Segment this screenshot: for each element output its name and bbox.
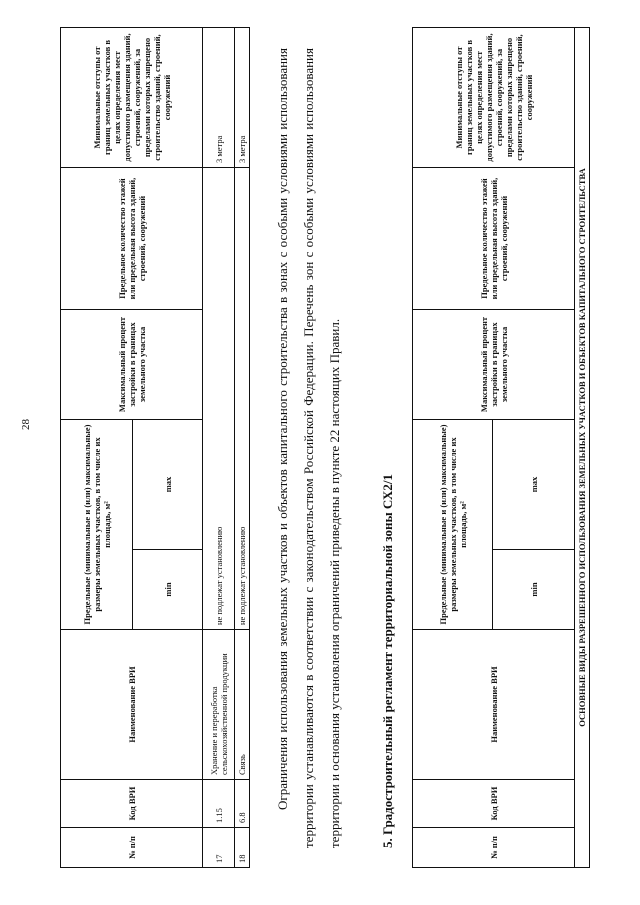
basic-uses-row: ОСНОВНЫЕ ВИДЫ РАЗРЕШЕННОГО ИСПОЛЬЗОВАНИЯ ЗЕМЕЛЬНЫХ УЧАСТКОВ И ОБЪЕКТОВ КАПИТАЛЬНОГО СТРОИТЕЛЬСТВА	[575, 28, 590, 868]
row-no: 17	[203, 828, 235, 868]
rotated-page-content	[60, 28, 600, 868]
row-sizes: не подлежат установлению	[235, 168, 250, 630]
header-code: Код ВРИ	[413, 780, 575, 828]
header-name: Наименование ВРИ	[61, 630, 203, 780]
header-setbacks: Минимальные отступы от границ земельных участков в целях определения мест допустимого размещения зданий, строений, сооружений, за пределами которых запрещено строительство зданий, строений, сооружений	[61, 28, 203, 168]
header-plot-sizes: Предельные (минимальные и (или) максимальные) размеры земельных участков, в том числе их площадь, м²	[61, 420, 133, 630]
header-coverage: Максимальный процент застройки в границах земельного участка	[61, 310, 203, 420]
table-row	[203, 28, 235, 868]
restrictions-paragraph	[270, 48, 348, 848]
regulation-table-continued	[60, 27, 250, 868]
row-code: 6.8	[235, 780, 250, 828]
header-setbacks: Минимальные отступы от границ земельных участков в целях определения мест допустимого размещения зданий, строений, сооружений, за пределами которых запрещено строительство зданий, строений, сооружений	[413, 28, 575, 168]
header-no: № п/п	[61, 828, 203, 868]
header-plot-sizes: Предельные (минимальные и (или) максимальные) размеры земельных участков, в том числе их площадь, м²	[413, 420, 493, 630]
header-code: Код ВРИ	[61, 780, 203, 828]
restrictions-paragraph-text: Ограничения использования земельных участков и объектов капитального строительства в зонах с особыми условиями использования территории устанавливаются в соответствии с законодательством Российской Федерации. Перечень зон с особыми условиями использования территории и основания установления ограничений приведены в пункте 22 настоящих Правил.	[275, 48, 342, 848]
header-floors: Предельное количество этажей или предельная высота зданий, строений, сооружений	[413, 168, 575, 310]
row-name: Связь	[235, 630, 250, 780]
row-code: 1.15	[203, 780, 235, 828]
row-no: 18	[235, 828, 250, 868]
header-min: min	[133, 550, 203, 630]
header-max: max	[133, 420, 203, 550]
section-heading: 5. Градостроительный регламент территориальной зоны СХ2/1	[380, 474, 395, 848]
table-row	[575, 28, 590, 868]
table-row	[235, 28, 250, 868]
page-number: 28	[20, 419, 32, 430]
header-coverage: Максимальный процент застройки в границах земельного участка	[413, 310, 575, 420]
header-max: max	[493, 420, 575, 550]
header-min: min	[493, 550, 575, 630]
header-no: № п/п	[413, 828, 575, 868]
header-name: Наименование ВРИ	[413, 630, 575, 780]
row-name: Хранение и переработка сельскохозяйственной продукции	[203, 630, 235, 780]
row-setback: 3 метра	[203, 28, 235, 168]
regulation-table-sx2	[412, 27, 590, 868]
row-setback: 3 метра	[235, 28, 250, 168]
row-sizes: не подлежат установлению	[203, 168, 235, 630]
header-floors: Предельное количество этажей или предельная высота зданий, строений, сооружений	[61, 168, 203, 310]
